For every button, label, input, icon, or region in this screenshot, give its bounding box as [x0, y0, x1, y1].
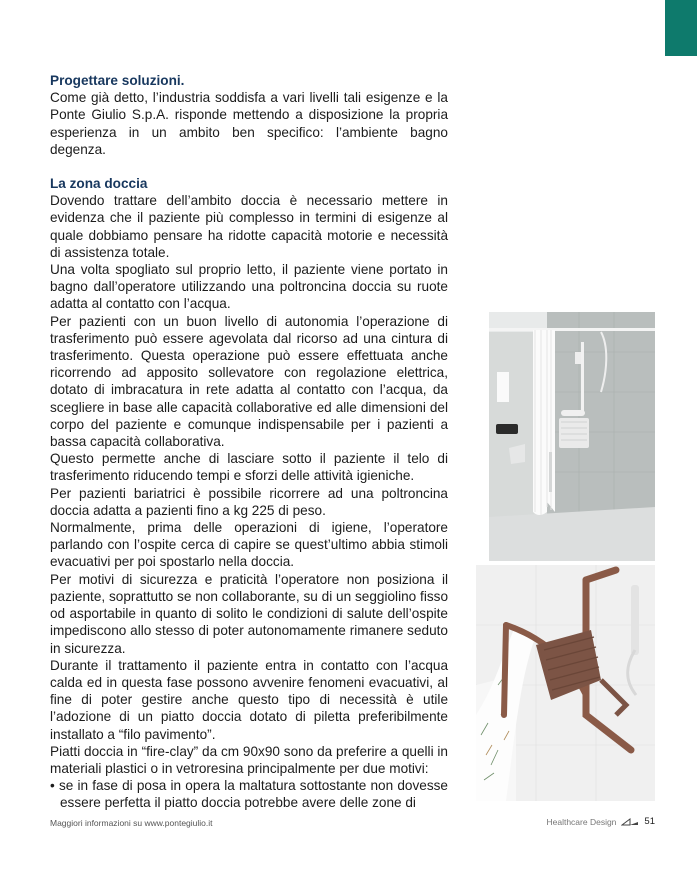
paragraph: Normalmente, prima delle operazioni di igiene, l’operatore parlando con l’ospite cerca di capire se quest’ultimo abbia stimoli evacuativi per poi spostarlo nella doccia. [50, 520, 448, 570]
corner-color-tab [665, 0, 697, 56]
paragraph: Una volta spogliato sul proprio letto, il paziente viene portato in bagno dall’operatore utilizzando una poltroncina doccia su ruote adatta al contatto con l’acqua. [50, 262, 448, 312]
section-heading-progettare: Progettare soluzioni. [50, 73, 185, 88]
bullet-item-text: se in fase di posa in opera la maltatura sottostante non dovesse essere perfetta il piatto doccia potrebbe avere delle zone di [58, 778, 448, 811]
footer-website-note: Maggiori informazioni su www.pontegiulio.it [50, 818, 213, 828]
article-text-column [50, 72, 448, 812]
paragraph: Durante il trattamento il paziente entra in contatto con l’acqua calda ed in questa fase possono avvenire fenomeni evacuativi, al fine di poter gestire anche questo tipo di necessità è utile l’adozione di un piatto doccia dotato di piletta preferibilmente installato a “filo pavimento”. [50, 657, 448, 742]
paragraph: Per pazienti bariatrici è possibile ricorrere ad una poltroncina doccia adatta a pazienti fino a kg 225 di peso. [50, 485, 448, 518]
paragraph: Per motivi di sicurezza e praticità l’operatore non posiziona il paziente, soprattutto se non collaborante, su di un seggiolino fisso od asportabile in quanto di solito le condizioni di salute dell’ospite impediscono allo stesso di poter autonomamente rimanere seduto in sicurezza. [50, 571, 448, 656]
brand-logo-icon [621, 818, 639, 826]
shower-room-illustration [489, 312, 655, 561]
shower-seat-illustration [476, 565, 655, 801]
footer-publication-label: Healthcare Design [546, 816, 617, 827]
shower-room-photo [489, 312, 655, 561]
page-number: 51 [644, 816, 655, 827]
section-heading-zona-doccia: La zona doccia [50, 176, 148, 192]
paragraph: Come già detto, l’industria soddisfa a vari livelli tali esigenze e la Ponte Giulio S.p.A. risponde mettendo a disposizione la propria esperienza in un ambito ben specifico: l’ambiente bagno degenza. [50, 90, 448, 157]
paragraph: Dovendo trattare dell’ambito doccia è necessario mettere in evidenza che il paziente più complesso in termini di esigenze al quale dobbiamo pensare ha ridotte capacità motorie e necessità di assistenza totale. [50, 193, 448, 260]
paragraph: Questo permette anche di lasciare sotto il paziente il telo di trasferimento riducendo tempi e sforzi delle attività igieniche. [50, 451, 448, 484]
paragraph: Per pazienti con un buon livello di autonomia l’operazione di trasferimento può essere agevolata dal ricorso ad una cintura di trasferimento. Questa operazione può essere effettuata anche ricorrendo ad apposito sollevatore con regolazione elettrica, dotato di imbracatura in rete adatta al contatto con l’acqua, da scegliere in base alle capacità collaborative ed alle dimensioni del corpo del paziente e comunque indispensabile per i pazienti a bassa capacità collaborativa. [50, 313, 448, 450]
bullet-item: • se in fase di posa in opera la maltatura sottostante non dovesse essere perfetta il piatto doccia potrebbe avere delle zone di [50, 778, 448, 811]
footer-right [546, 816, 655, 827]
paragraph: Piatti doccia in “fire-clay” da cm 90x90 sono da preferire a quelli in materiali plastici o in vetroresina principalmente per due motivi: [50, 743, 448, 776]
shower-seat-photo [476, 565, 655, 801]
